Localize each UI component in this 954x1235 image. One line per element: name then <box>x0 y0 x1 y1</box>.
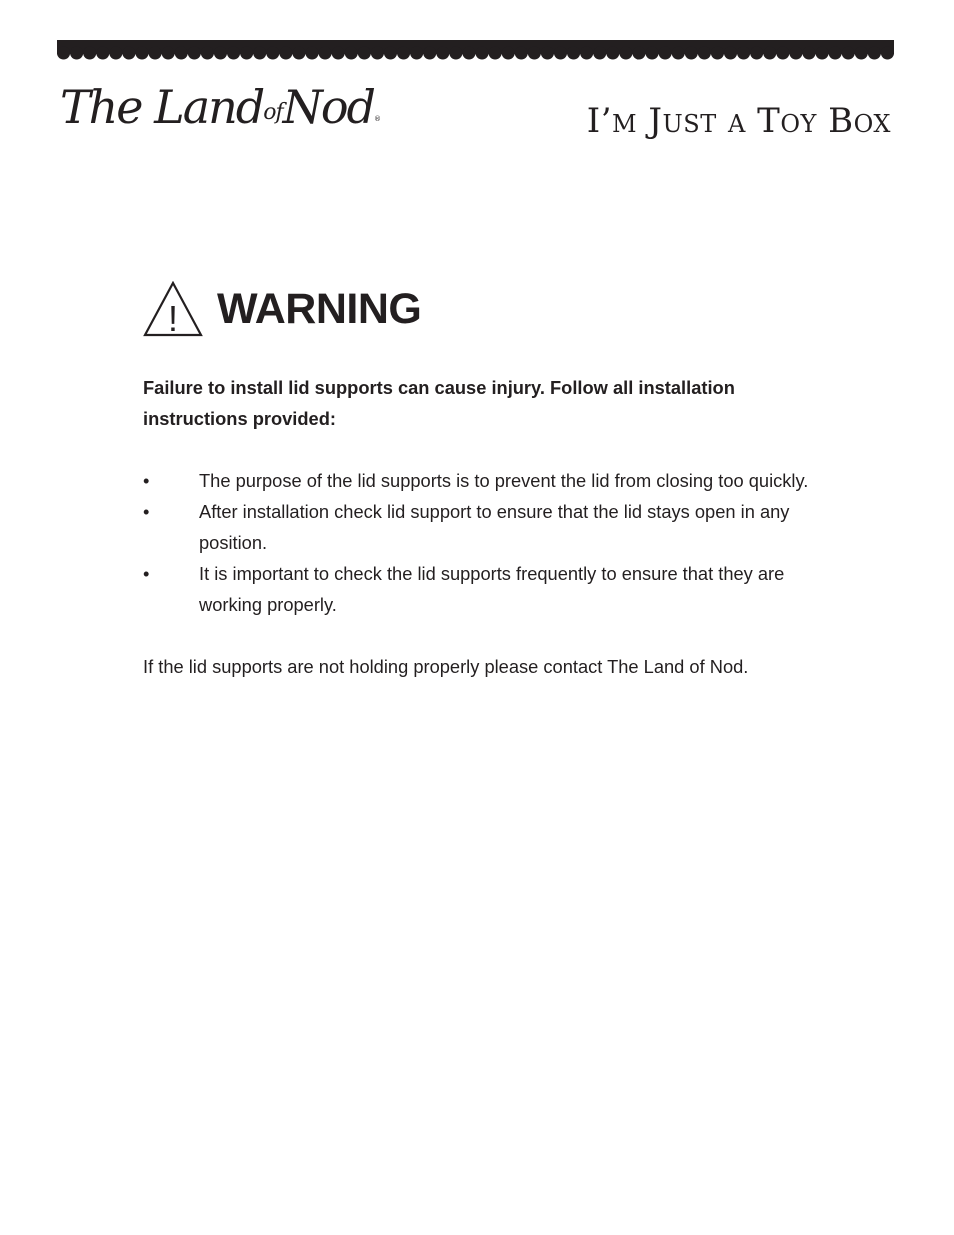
scallop-bump <box>737 46 750 59</box>
scallop-bump <box>489 46 502 59</box>
bullet-text: The purpose of the lid supports is to prevent the lid from closing too quickly. <box>199 470 809 491</box>
scallop-bump <box>57 46 70 59</box>
scallop-bump <box>122 46 135 59</box>
warning-content <box>143 372 843 682</box>
scallop-bump <box>816 46 829 59</box>
logo-text-of: of <box>263 100 283 125</box>
registered-mark: ® <box>373 115 381 123</box>
scallop-bump <box>358 46 371 59</box>
scallop-bump <box>632 46 645 59</box>
scallop-bump <box>646 46 659 59</box>
scallop-bump <box>842 46 855 59</box>
scallop-bump <box>436 46 449 59</box>
scallop-bump <box>698 46 711 59</box>
scallop-bump <box>305 46 318 59</box>
scallop-bump <box>763 46 776 59</box>
scallop-bump <box>868 46 881 59</box>
scallop-bump <box>175 46 188 59</box>
scallop-bump <box>502 46 515 59</box>
scallop-bump <box>423 46 436 59</box>
scallop-bump <box>855 46 868 59</box>
scallop-bump <box>802 46 815 59</box>
list-item <box>143 558 843 620</box>
scallop-bump <box>162 46 175 59</box>
scallop-bump <box>580 46 593 59</box>
scallop-border <box>57 40 894 66</box>
scallop-bump <box>253 46 266 59</box>
scallop-bump <box>789 46 802 59</box>
scallop-bump <box>96 46 109 59</box>
scallop-bump <box>449 46 462 59</box>
scallop-bump <box>672 46 685 59</box>
list-item <box>143 465 843 496</box>
scallop-bump <box>397 46 410 59</box>
product-title: I’m Just a Toy Box <box>586 101 891 141</box>
scallop-bump <box>240 46 253 59</box>
scallop-bump <box>135 46 148 59</box>
scallop-bump <box>227 46 240 59</box>
warning-bullet-list <box>143 465 843 620</box>
warning-title: WARNING <box>217 284 422 333</box>
scallop-bump <box>279 46 292 59</box>
scallop-bump <box>515 46 528 59</box>
warning-closing: If the lid supports are not holding properly please contact The Land of Nod. <box>143 656 749 677</box>
scallop-bump <box>724 46 737 59</box>
scallop-bump <box>410 46 423 59</box>
scallop-bump <box>567 46 580 59</box>
scallop-bump <box>214 46 227 59</box>
scallop-bump <box>332 46 345 59</box>
scallop-bump <box>476 46 489 59</box>
scallop-bump <box>188 46 201 59</box>
warning-triangle-icon <box>143 281 203 337</box>
scallop-bump <box>462 46 475 59</box>
scallop-bump <box>881 46 894 59</box>
bullet-text: It is important to check the lid supports frequently to ensure that they are working properly. <box>199 563 785 615</box>
warning-heading <box>143 280 421 338</box>
scallop-bump <box>528 46 541 59</box>
scallop-bump <box>776 46 789 59</box>
bullet-text: After installation check lid support to ensure that the lid stays open in any position. <box>199 501 790 553</box>
scallop-bump <box>829 46 842 59</box>
scallop-bump <box>685 46 698 59</box>
logo-text-the-land: The Land <box>60 80 264 134</box>
scallop-bump <box>593 46 606 59</box>
scallop-bump <box>606 46 619 59</box>
warning-lead: Failure to install lid supports can cause injury. Follow all installation instructions provided: <box>143 377 735 429</box>
scallop-bump <box>109 46 122 59</box>
scallop-bump <box>619 46 632 59</box>
scallop-bump <box>554 46 567 59</box>
bullet-symbol: • <box>143 470 150 491</box>
scallop-bump <box>711 46 724 59</box>
scallop-bump <box>292 46 305 59</box>
land-of-nod-logo <box>60 80 381 146</box>
logo-text-nod: Nod <box>282 80 374 134</box>
scallop-bump <box>384 46 397 59</box>
scallop-bump <box>149 46 162 59</box>
scallop-bump <box>750 46 763 59</box>
scallop-bump <box>371 46 384 59</box>
bullet-symbol: • <box>143 563 150 584</box>
scallop-bump <box>345 46 358 59</box>
scallop-bump <box>201 46 214 59</box>
scallop-bump <box>659 46 672 59</box>
scallop-bump <box>266 46 279 59</box>
exclamation-mark: ! <box>167 298 179 337</box>
scallop-bump <box>541 46 554 59</box>
scallop-bump <box>83 46 96 59</box>
list-item <box>143 496 843 558</box>
scallop-bump <box>70 46 83 59</box>
scallop-bump <box>319 46 332 59</box>
bullet-symbol: • <box>143 501 150 522</box>
